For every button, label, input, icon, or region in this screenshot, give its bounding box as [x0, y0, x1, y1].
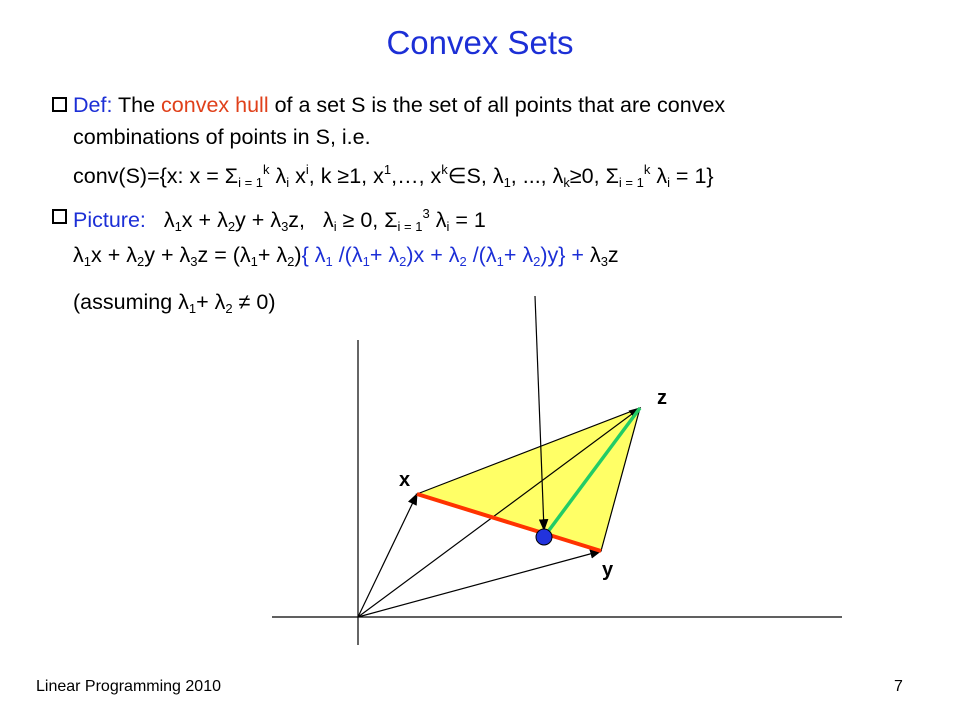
slide-title: Convex Sets	[386, 24, 574, 61]
assuming-line: (assuming $\lambda_1+ \lambda_2 \ne 0$)	[73, 290, 276, 316]
def-line-2: combinations of points in S, i.e.	[73, 125, 371, 149]
page-number: 7	[894, 678, 903, 695]
label-z: z	[657, 387, 667, 409]
picture-label: Picture:	[73, 208, 146, 232]
label-y: y	[602, 559, 614, 581]
conv-formula: conv(S)={x: $x = \Sigma_{i = 1}^k$ $\lambda_i$ $x^i$, k ≥1, $x^1,\dots$, $x^k\in S$, $\lambda_1$, ..., $\lambda_k\ge 0$, $\Sigma_{i = 1}^k$ $\lambda_i = 1$}	[73, 162, 714, 190]
combination-point	[536, 529, 552, 545]
vector-x	[358, 494, 417, 617]
label-x: x	[399, 469, 411, 491]
expansion-line: $\lambda_1x + \lambda_2y + \lambda_3z = (\lambda_1+ \lambda_2)${ $\lambda_1$ $/(\lambda_1+ \lambda_2)x + \lambda_2$ $/(\lambda_1+ \lambda_2)y\} + \lambda_3z$	[73, 243, 619, 269]
picture-line: Picture: $\lambda_1x + \lambda_2y + \lambda_3z$, $\lambda_i \ge 0$, $\Sigma_{i = 1}^3$ $\lambda_i = 1$	[73, 206, 486, 234]
def-label: Def:	[73, 93, 113, 117]
vector-y	[358, 551, 601, 617]
def-line-1: Def: The convex hull of a set S is the set of all points that are convex	[73, 93, 726, 117]
convex-hull-term: convex hull	[161, 93, 269, 117]
footer-text: Linear Programming 2010	[36, 678, 221, 695]
